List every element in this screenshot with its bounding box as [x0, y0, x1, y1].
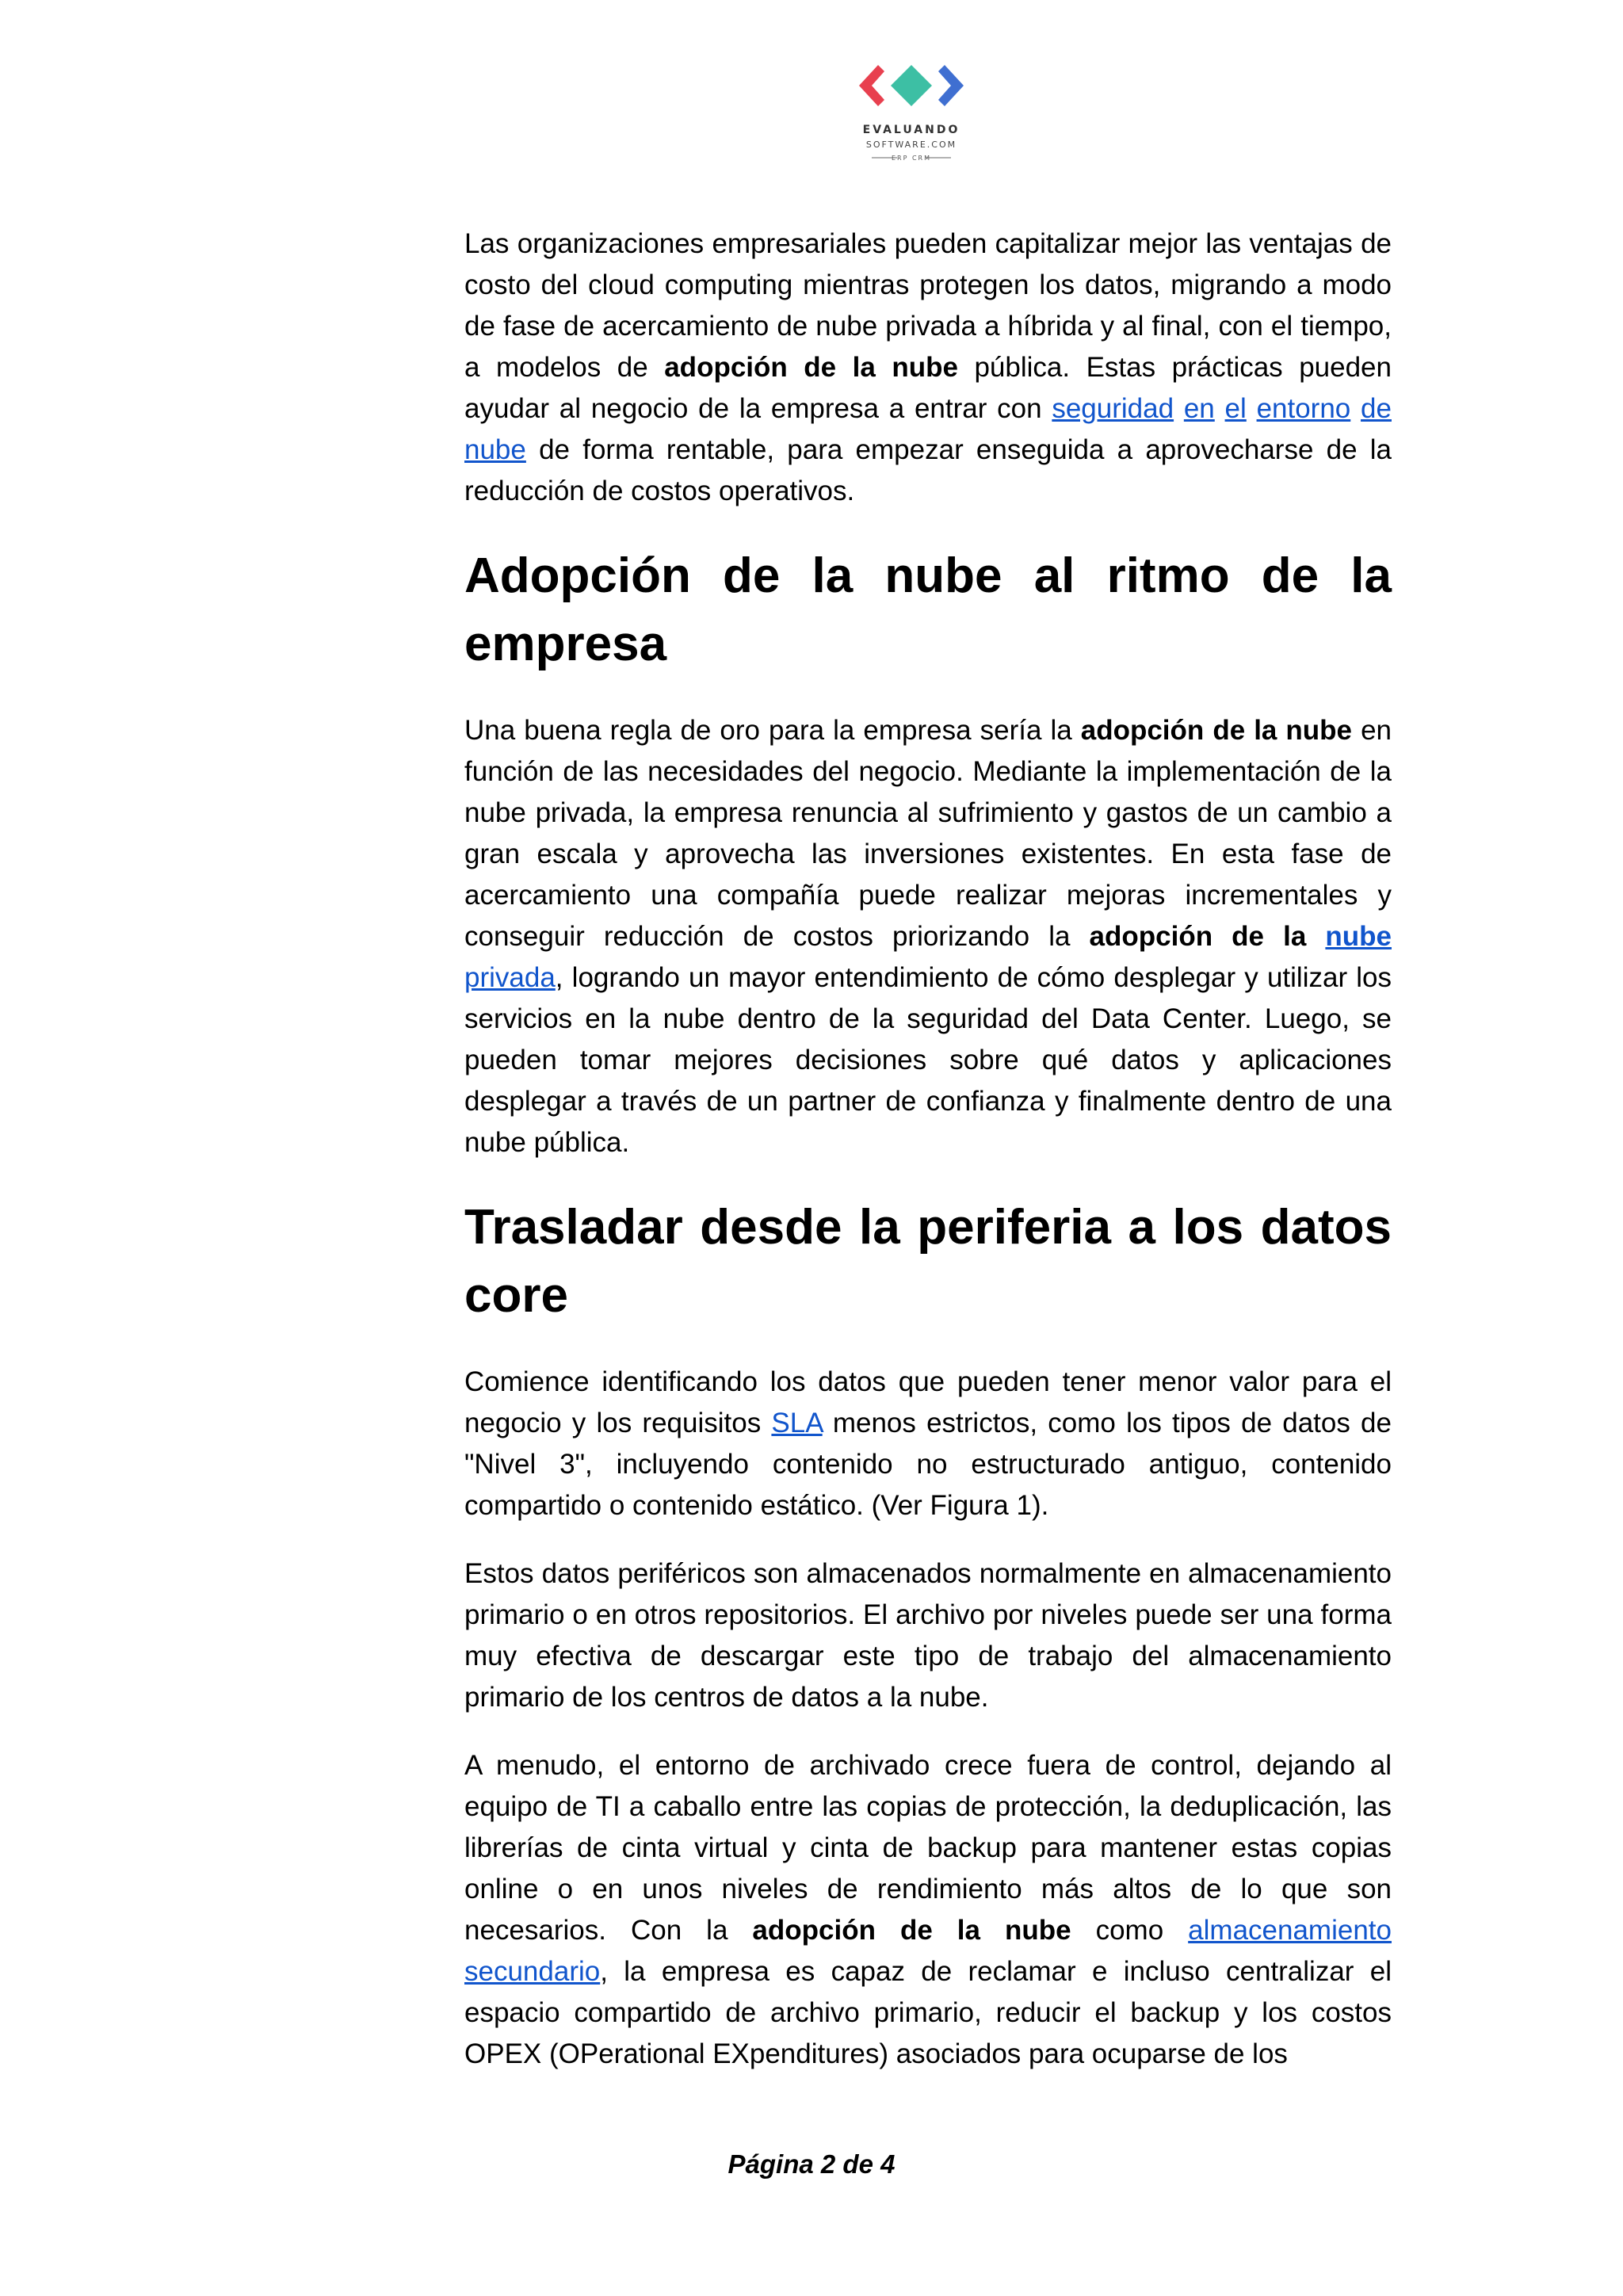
bold-term: adopción de la nube — [752, 1915, 1071, 1946]
heading-trasladar: Trasladar desde la periferia a los datos core — [464, 1200, 1392, 1323]
evaluando-software-logo — [848, 57, 975, 176]
bold-term: adopción de la nube — [664, 352, 958, 383]
link-en[interactable]: en — [1183, 393, 1215, 424]
document-body — [464, 223, 1392, 2105]
logo-line-3: ERP CRM — [891, 155, 932, 162]
bold-term: adopción de la — [1089, 921, 1307, 952]
logo-mark — [848, 57, 975, 176]
heading-adopcion: Adopción de la nube al ritmo de la empresa — [464, 548, 1392, 671]
page-number-footer: Página 2 de 4 — [727, 2149, 896, 2179]
blue-chevron-icon — [938, 65, 964, 106]
link-sla[interactable]: SLA — [771, 1408, 823, 1438]
logo-line-1: EVALUANDO — [862, 124, 960, 136]
link-de[interactable]: de — [1361, 393, 1392, 424]
link-seguridad[interactable]: seguridad — [1052, 393, 1174, 424]
teal-diamond-icon — [891, 65, 932, 106]
paragraph-5: A menudo, el entorno de archivado crece fuera de control, dejando al equipo de TI a caballo entre las copias de protección, la deduplicación, las librerías de cinta virtual y cinta de backup para mantener estas copias online o en unos niveles de rendimiento más altos de lo que son necesarios. Con la adopción de la nube como almacenamiento secundario, la empresa es capaz de reclamar e incluso centralizar el espacio compartido de archivo primario, reducir el backup y los costos OPEX (OPerational EXpenditures) asociados para ocuparse de los — [464, 1750, 1392, 2069]
logo-line-2: SOFTWARE.COM — [865, 139, 957, 150]
link-almacenamiento-secundario[interactable]: almacenamiento secundario — [464, 1915, 1392, 1987]
paragraph-3: Comience identificando los datos que pueden tener menor valor para el negocio y los requisitos SLA menos estrictos, como los tipos de datos de "Nivel 3", incluyendo contenido no estructurado antiguo, contenido compartido o contenido estático. (Ver Figura 1). — [464, 1366, 1392, 1521]
link-entorno[interactable]: entorno — [1256, 393, 1351, 424]
red-chevron-icon — [859, 65, 884, 106]
paragraph-1: Las organizaciones empresariales pueden capitalizar mejor las ventajas de costo del cloud computing mientras protegen los datos, migrando a modo de fase de acercamiento de nube privada a híbrida y al final, con el tiempo, a modelos de adopción de la nube pública. Estas prácticas pueden ayudar al negocio de la empresa a entrar con seguridad en el entorno de nube de forma rentable, para empezar enseguida a aprovecharse de la reducción de costos operativos. — [464, 228, 1392, 506]
link-nube[interactable]: nube — [464, 434, 526, 465]
link-privada[interactable]: privada — [464, 962, 556, 993]
paragraph-4: Estos datos periféricos son almacenados normalmente en almacenamiento primario o en otros repositorios. El archivo por niveles puede ser una forma muy efectiva de descargar este tipo de trabajo del almacenamiento primario de los centros de datos a la nube. — [464, 1558, 1392, 1713]
paragraph-2: Una buena regla de oro para la empresa sería la adopción de la nube en función de las necesidades del negocio. Mediante la implementación de la nube privada, la empresa renuncia al sufrimiento y gastos de un cambio a gran escala y aprovecha las inversiones existentes. En esta fase de acercamiento una compañía puede realizar mejoras incrementales y conseguir reducción de costos priorizando la adopción de la nube privada, logrando un mayor entendimiento de cómo desplegar y utilizar los servicios en la nube dentro de la seguridad del Data Center. Luego, se pueden tomar mejores decisiones sobre qué datos y aplicaciones desplegar a través de un partner de confianza y finalmente dentro de una nube pública. — [464, 715, 1392, 1158]
link-el[interactable]: el — [1224, 393, 1247, 424]
link-nube-bold[interactable]: nube — [1325, 921, 1392, 952]
bold-term: adopción de la nube — [1080, 715, 1353, 746]
